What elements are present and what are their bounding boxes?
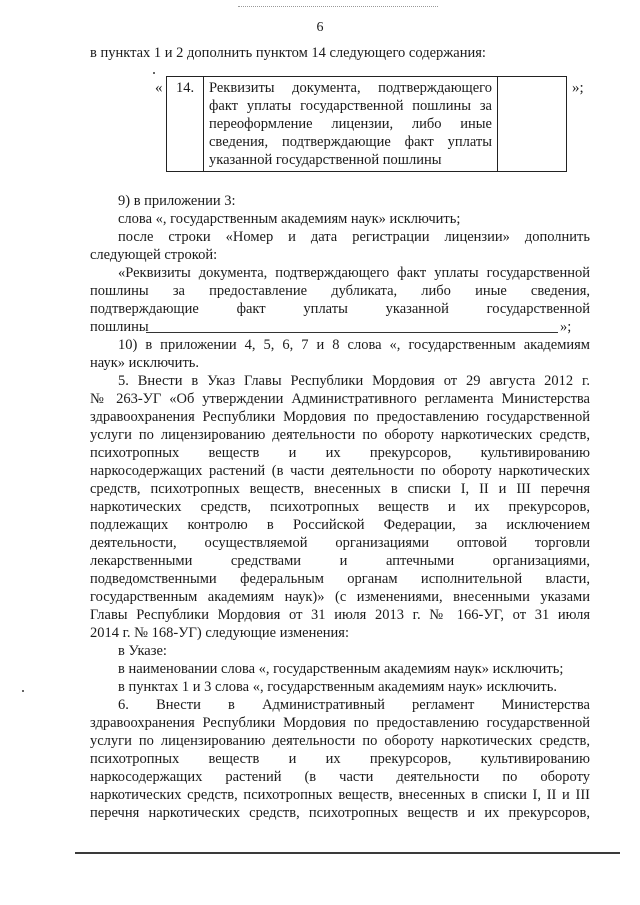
body-line: 9) в приложении 3:	[118, 193, 236, 209]
table-close-quote: »;	[572, 80, 584, 96]
scan-dot	[22, 690, 24, 692]
body-line: пошлины за предоставление дубликата, либо иные сведения,	[90, 283, 590, 299]
body-line: в пунктах 1 и 3 слова «, государственным академиям наук» исключить.	[118, 679, 557, 695]
intro-line: в пунктах 1 и 2 дополнить пунктом 14 следующего содержания:	[90, 45, 486, 61]
body-line: подтверждающие факт уплаты указанной государственной	[90, 301, 590, 317]
body-line: наркосодержащих растений (в части деятельности по обороту наркотических	[90, 463, 590, 479]
body-line: после строки «Номер и дата регистрации лицензии» дополнить	[118, 229, 590, 245]
body-line: здравоохранения Республики Мордовия по предоставлению государственной	[90, 409, 590, 425]
body-line: лекарственными средствами и аптечными организациями,	[90, 553, 590, 569]
table-open-quote: «	[155, 80, 163, 96]
body-line: наркотических средств, психотропных веществ, внесенных в списки I, II и III	[90, 787, 590, 803]
table-cell-empty	[498, 77, 567, 172]
table-desc-line: Реквизиты документа, подтверждающего	[209, 80, 492, 96]
table-desc-line: указанной государственной пошлины	[209, 152, 442, 168]
body-line: средств, психотропных веществ, внесенных в списки I, II и III перечня	[90, 481, 590, 497]
page-number: 6	[316, 20, 324, 35]
body-line: слова «, государственным академиям наук» исключить;	[118, 211, 461, 227]
body-line: подлежащих контролю в Российской Федерации, за исключением	[90, 517, 590, 533]
body-line: деятельности, осуществляемой организациями оптовой торговли	[90, 535, 590, 551]
table-row	[167, 77, 567, 172]
table-desc-line: переоформление лицензии, либо иные	[209, 116, 492, 132]
table-cell-number: 14.	[167, 77, 204, 172]
scan-artifact-top	[238, 6, 438, 8]
table-desc-line: факт уплаты государственной пошлины за	[209, 98, 492, 114]
body-line: услуги по лицензированию деятельности по обороту наркотических средств,	[90, 427, 590, 443]
body-line: в наименовании слова «, государственным академиям наук» исключить;	[118, 661, 564, 677]
body-line: услуги по лицензированию деятельности по обороту наркотических средств,	[90, 733, 590, 749]
body-line: «Реквизиты документа, подтверждающего факт уплаты государственной	[118, 265, 590, 281]
body-line: наркотических средств, психотропных веществ и их прекурсоров,	[90, 499, 590, 515]
body-line: наркосодержащих растений (в части деятельности по обороту	[90, 769, 590, 785]
body-line: психотропных веществ и их прекурсоров, культивированию	[90, 751, 590, 767]
body-line: психотропных веществ и их прекурсоров, культивированию	[90, 445, 590, 461]
body-line: 5. Внести в Указ Главы Республики Мордовия от 29 августа 2012 г.	[118, 373, 590, 389]
blank-underline	[146, 332, 558, 333]
blank-fill-line	[88, 318, 572, 336]
body-line: государственным академиям наук)» (с изменениями, внесенными указами	[90, 589, 590, 605]
scan-dot	[153, 72, 155, 74]
body-line: следующей строкой:	[90, 247, 218, 263]
body-line: наук» исключить.	[90, 355, 200, 371]
body-line: 2014 г. № 168-УГ) следующие изменения:	[90, 625, 349, 641]
table-desc-line: сведения, подтверждающие факт уплаты	[209, 134, 492, 150]
body-line: перечня наркотических средств, психотропных веществ и их прекурсоров,	[90, 805, 590, 821]
body-line: 10) в приложении 4, 5, 6, 7 и 8 слова «, государственным академиям	[118, 337, 590, 353]
body-line: № 263-УГ «Об утверждении Административного регламента Министерства	[90, 391, 590, 407]
requisites-table	[166, 76, 567, 172]
body-line: в Указе:	[118, 643, 167, 659]
body-line: 6. Внести в Административный регламент Министерства	[118, 697, 590, 713]
table-cell-description	[204, 77, 498, 172]
body-line: Главы Республики Мордовия от 31 июля 2013 г. № 166-УГ, от 31 июля	[90, 607, 590, 623]
scan-artifact-bottom	[75, 852, 620, 854]
body-line: »;	[560, 319, 572, 335]
body-line: здравоохранения Республики Мордовия по предоставлению государственной	[90, 715, 590, 731]
body-line: пошлины	[90, 319, 149, 335]
body-line: подведомственными федеральным органам исполнительной власти,	[90, 571, 590, 587]
